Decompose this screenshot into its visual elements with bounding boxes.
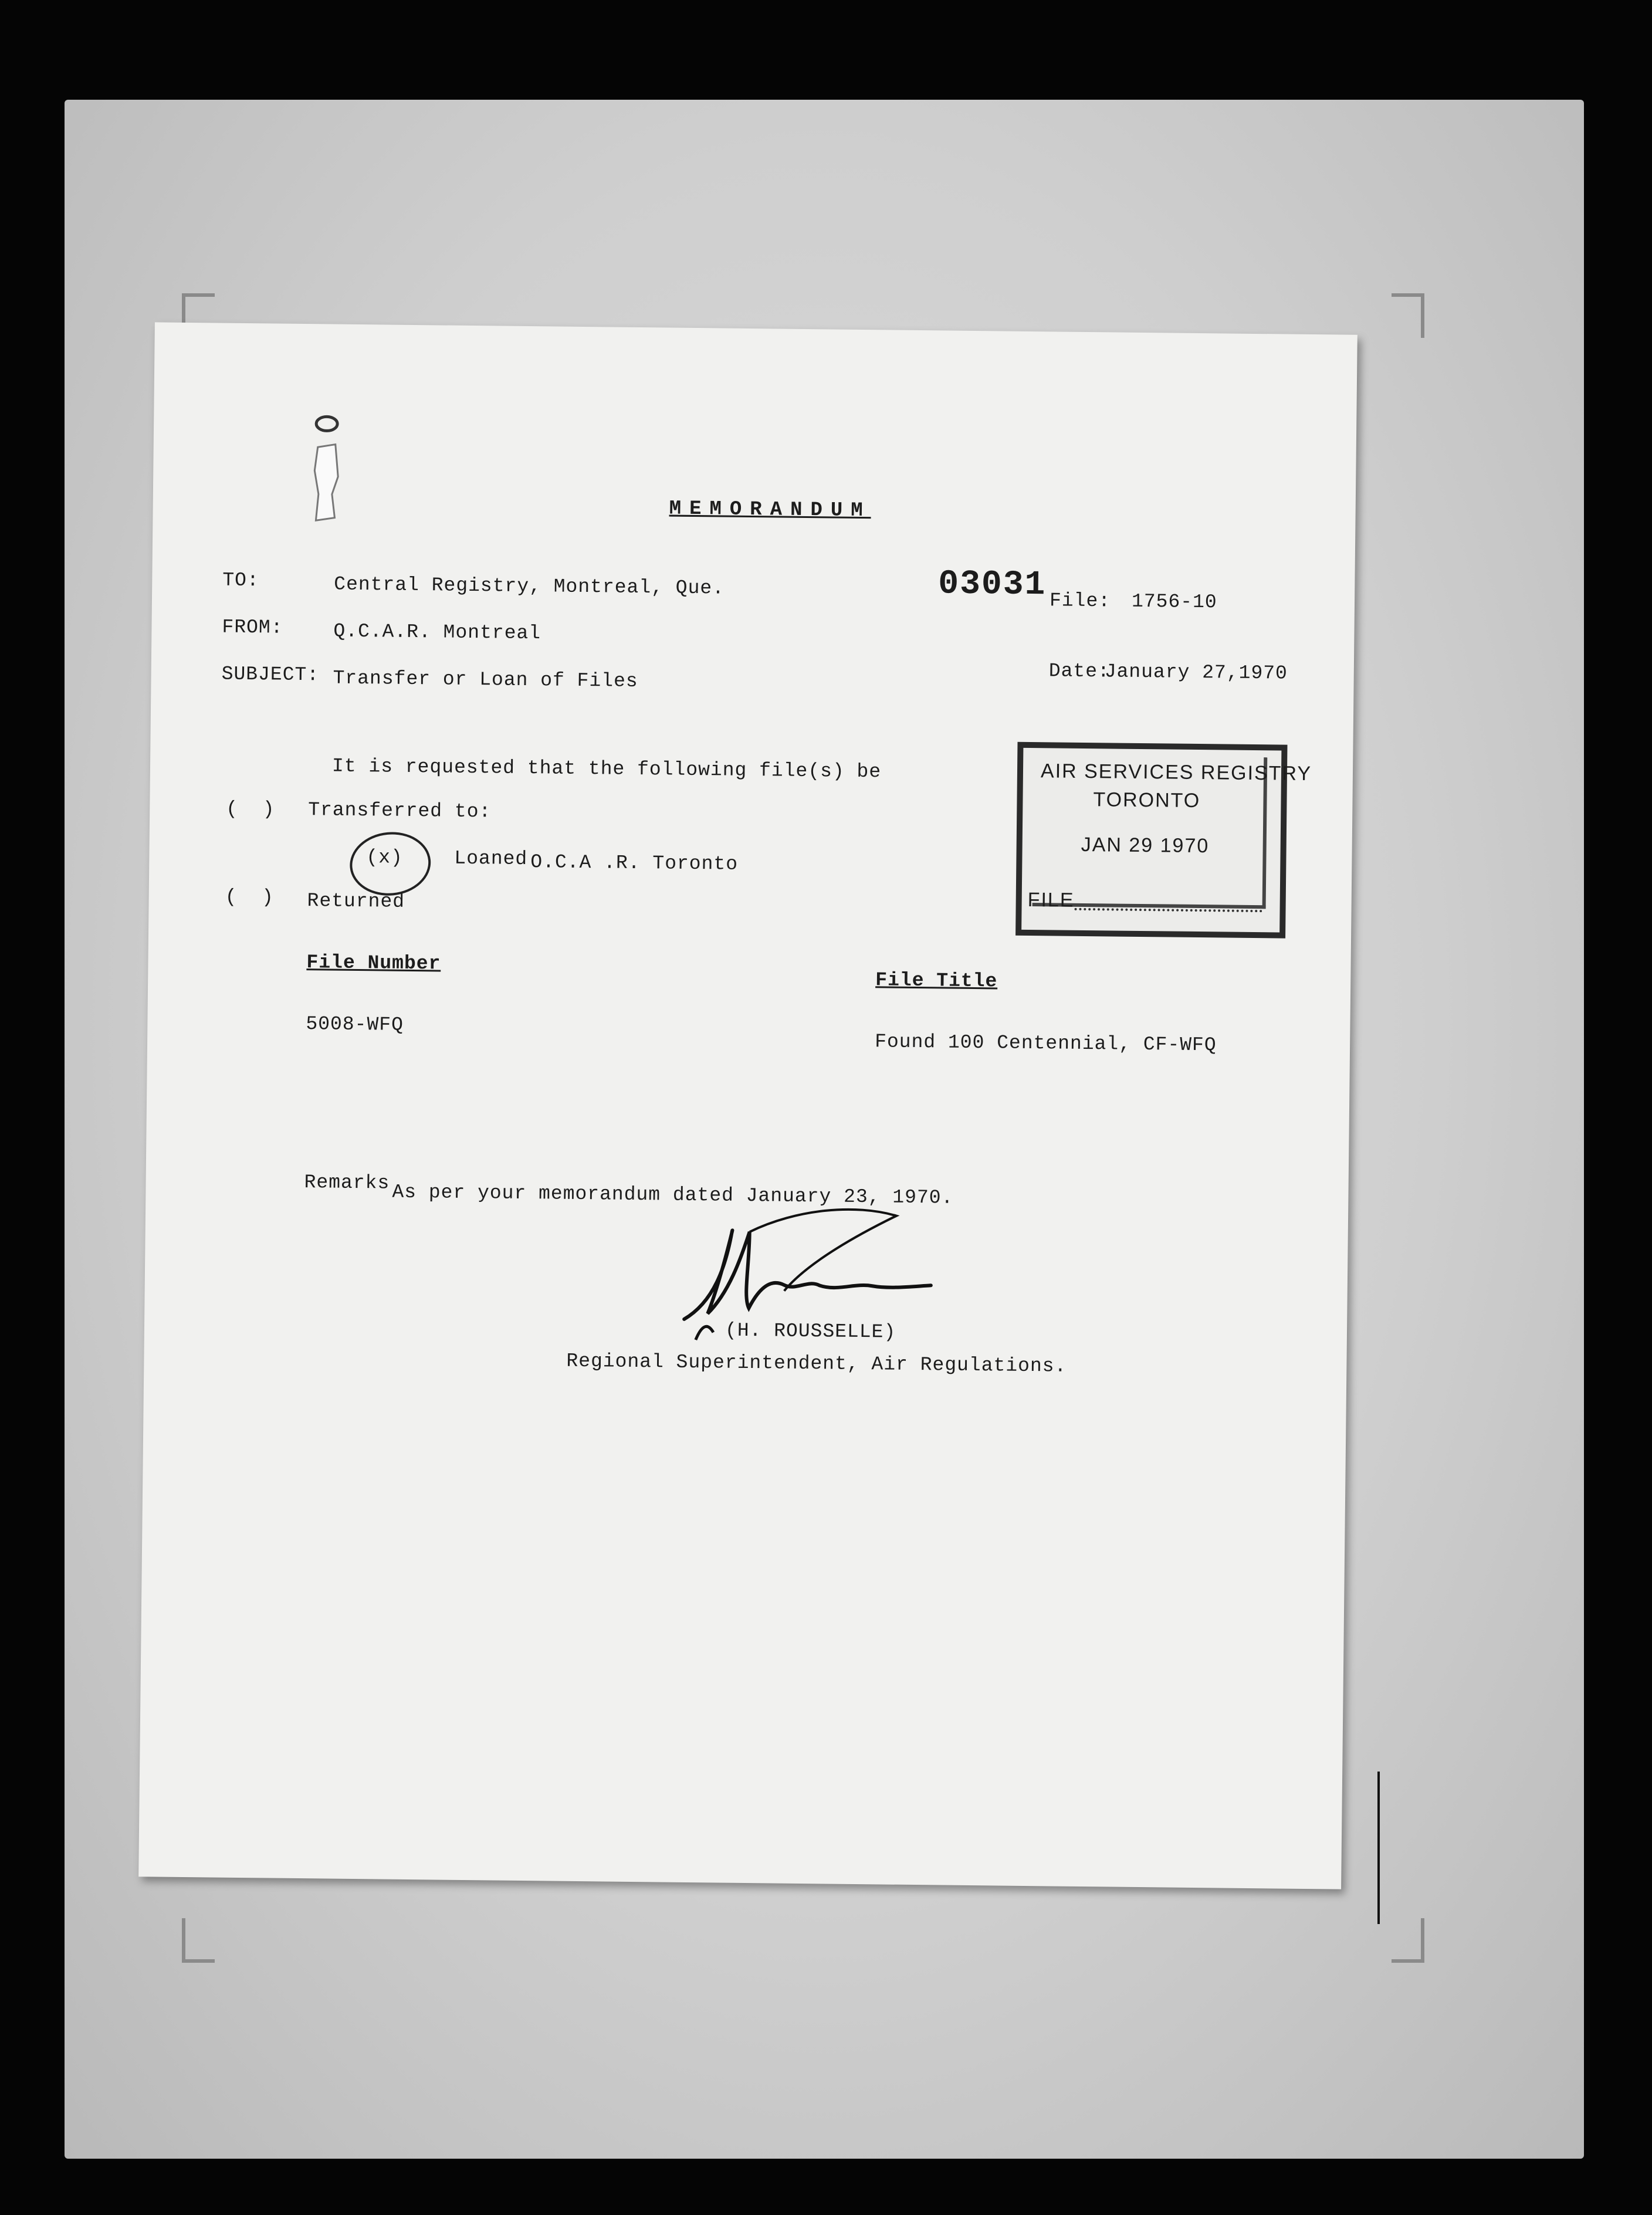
file-label: File: xyxy=(1049,590,1111,612)
option-mark: (x) xyxy=(366,846,404,869)
stamp-line-2: TORONTO xyxy=(1093,788,1201,812)
request-text: It is requested that the following file(s) be xyxy=(331,755,882,783)
option-mark: ( ) xyxy=(225,886,275,909)
corner-mark-bottom-left xyxy=(182,1918,215,1963)
memo-title: MEMORANDUM xyxy=(669,497,871,523)
remarks-text: As per your memorandum dated January 23, 1970. xyxy=(392,1181,954,1209)
staple-hole-mark xyxy=(305,412,347,530)
file-number-ref: 1756-10 xyxy=(1131,590,1217,614)
memo-sheet xyxy=(138,322,1358,1889)
corner-mark-top-right xyxy=(1392,293,1424,338)
from-label: FROM: xyxy=(222,616,283,639)
memo-number: 03031 xyxy=(937,565,1047,605)
option-label: Transferred to: xyxy=(308,799,492,823)
date-value: January 27,1970 xyxy=(1104,661,1288,685)
stamp-file-label: FILE xyxy=(1027,888,1075,912)
stamp-date: JAN 29 1970 xyxy=(1081,833,1210,858)
subject-label: SUBJECT: xyxy=(221,663,320,686)
to-label: TO: xyxy=(222,569,259,592)
margin-line xyxy=(1377,1772,1380,1924)
file-number-header: File Number xyxy=(306,951,441,975)
from-value: Q.C.A.R. Montreal xyxy=(333,620,541,645)
signer-name: (H. ROUSSELLE) xyxy=(725,1319,896,1343)
file-title: Found 100 Centennial, CF-WFQ xyxy=(874,1031,1217,1056)
stamp-line-1: AIR SERVICES REGISTRY xyxy=(1040,760,1312,785)
file-number: 5008-WFQ xyxy=(306,1013,404,1036)
stamp-file-line xyxy=(1075,908,1262,912)
signer-title: Regional Superintendent, Air Regulations. xyxy=(566,1350,1067,1377)
loan-destination: O.C.A .R. Toronto xyxy=(530,851,739,875)
corner-mark-bottom-right xyxy=(1392,1918,1424,1963)
registry-received-stamp xyxy=(1015,742,1312,939)
subject-value: Transfer or Loan of Files xyxy=(333,667,638,692)
date-label: Date: xyxy=(1048,660,1111,683)
to-value: Central Registry, Montreal, Que. xyxy=(334,573,725,600)
option-label: Returned xyxy=(307,890,405,913)
remarks-label: Remarks xyxy=(304,1171,390,1194)
file-title-header: File Title xyxy=(875,969,998,993)
option-mark: ( ) xyxy=(226,798,275,821)
option-label: Loaned xyxy=(454,847,528,871)
